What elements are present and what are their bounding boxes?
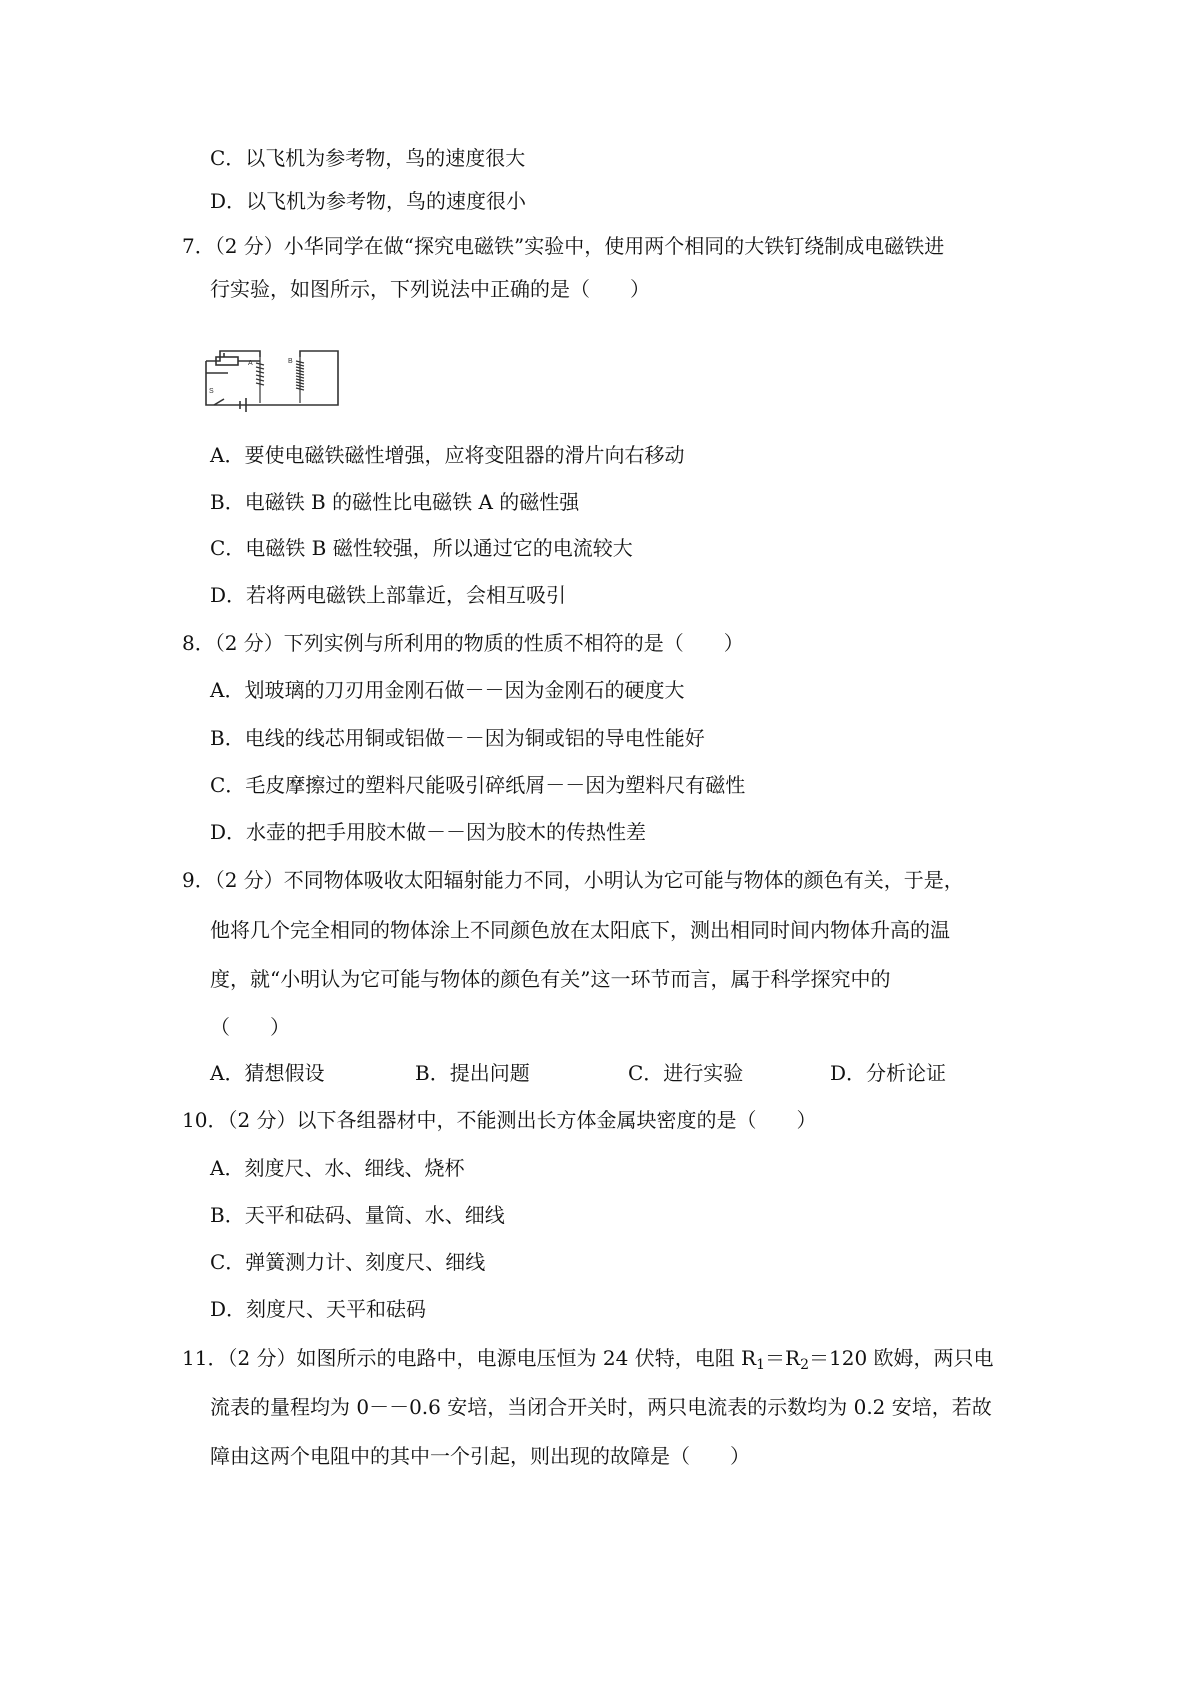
q8-stem: 8．（2 分）下列实例与所利用的物质的性质不相符的是（ ） — [182, 631, 744, 655]
q8-option-c: C．毛皮摩擦过的塑料尺能吸引碎纸屑－－因为塑料尺有磁性 — [210, 773, 746, 797]
q6-option-d: D．以飞机为参考物，鸟的速度很小 — [210, 189, 527, 213]
q10-option-d: D．刻度尺、天平和砝码 — [210, 1297, 427, 1321]
q10-option-b: B．天平和砝码、量筒、水、细线 — [210, 1203, 505, 1227]
q9-options-row — [0, 1060, 1200, 1086]
r2-subscript: 2 — [800, 1357, 810, 1373]
nail-b-icon — [296, 357, 304, 403]
q9-option-b: B．提出问题 — [415, 1061, 530, 1085]
figure-label-b: B — [288, 358, 293, 365]
q11-stem-line1-post: ＝120 欧姆，两只电 — [809, 1346, 994, 1370]
q8-option-b: B．电线的线芯用铜或铝做－－因为铜或铝的导电性能好 — [210, 726, 705, 750]
q7-option-c: C．电磁铁 B 磁性较强，所以通过它的电流较大 — [210, 536, 633, 560]
q9-stem-line3: 度，就“小明认为它可能与物体的颜色有关”这一环节而言，属于科学探究中的 — [210, 967, 891, 991]
q8-option-a: A．划玻璃的刀刃用金刚石做－－因为金刚石的硬度大 — [210, 678, 685, 702]
q8-option-d: D．水壶的把手用胶木做－－因为胶木的传热性差 — [210, 820, 647, 844]
figure-label-s: S — [209, 388, 214, 395]
q10-option-a: A．刻度尺、水、细线、烧杯 — [210, 1156, 465, 1180]
q10-stem: 10．（2 分）以下各组器材中，不能测出长方体金属块密度的是（ ） — [182, 1108, 817, 1132]
q11-stem-mid: ＝R — [765, 1346, 801, 1370]
q7-stem-line2: 行实验，如图所示，下列说法中正确的是（ ） — [210, 277, 650, 301]
q10-option-c: C．弹簧测力计、刻度尺、细线 — [210, 1250, 486, 1274]
electromagnet-circuit-figure — [200, 343, 350, 413]
q7-stem-line1: 7．（2 分）小华同学在做“探究电磁铁”实验中，使用两个相同的大铁钉绕制成电磁铁进 — [182, 234, 945, 258]
q9-option-d: D．分析论证 — [830, 1061, 947, 1085]
q11-stem-line3: 障由这两个电阻中的其中一个引起，则出现的故障是（ ） — [210, 1444, 750, 1468]
q9-option-c: C．进行实验 — [628, 1061, 744, 1085]
q7-option-b: B．电磁铁 B 的磁性比电磁铁 A 的磁性强 — [210, 490, 580, 514]
q9-stem-line1: 9．（2 分）不同物体吸收太阳辐射能力不同，小明认为它可能与物体的颜色有关，于是， — [182, 868, 964, 892]
q6-option-c: C．以飞机为参考物，鸟的速度很大 — [210, 146, 526, 170]
q11-stem-line2: 流表的量程均为 0－－0.6 安培，当闭合开关时，两只电流表的示数均为 0.2 安培，若故 — [210, 1395, 992, 1419]
q9-stem-line4: （ ） — [210, 1015, 290, 1039]
q7-option-d: D．若将两电磁铁上部靠近，会相互吸引 — [210, 583, 567, 607]
r1-subscript: 1 — [756, 1357, 766, 1373]
figure-label-a: A — [248, 360, 253, 367]
nail-a-icon — [256, 357, 264, 403]
q9-option-a: A．猜想假设 — [210, 1061, 325, 1085]
q11-stem-line1 — [182, 1345, 994, 1371]
q7-option-a: A．要使电磁铁磁性增强，应将变阻器的滑片向右移动 — [210, 443, 685, 467]
q9-stem-line2: 他将几个完全相同的物体涂上不同颜色放在太阳底下，测出相同时间内物体升高的温 — [210, 918, 950, 942]
q11-stem-line1-pre: 11．（2 分）如图所示的电路中，电源电压恒为 24 伏特，电阻 R — [182, 1346, 757, 1370]
